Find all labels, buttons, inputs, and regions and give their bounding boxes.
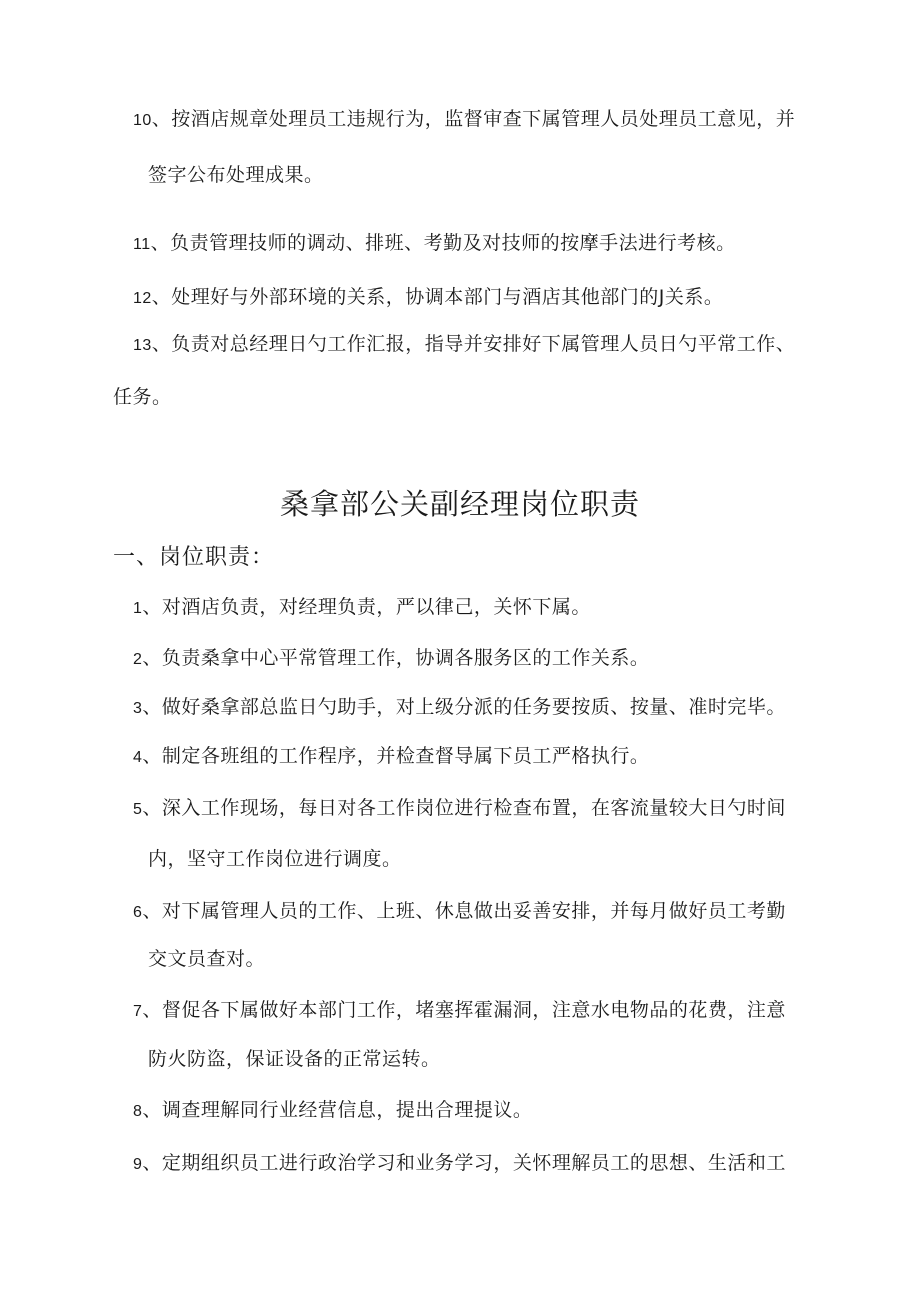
- list-item-5-line-1: [133, 795, 786, 823]
- item-text: 、负责对总经理日勺工作汇报，指导并安排好下属管理人员日勺平常工作、: [151, 333, 796, 355]
- list-item-11: [133, 230, 736, 258]
- item-number: 6: [133, 904, 143, 921]
- item-text: 、深入工作现场，每日对各工作岗位进行检查布置，在客流量较大日勺时间: [142, 797, 786, 819]
- list-item-6-line-1: [133, 898, 786, 926]
- section-title: 桑拿部公关副经理岗位职责: [279, 487, 640, 521]
- item-text: 、处理好与外部环境的关系，协调本部门与酒店其他部门的J关系。: [151, 286, 724, 308]
- item-number: 1: [133, 600, 143, 617]
- item-number: 3: [133, 700, 143, 717]
- item-number: 5: [133, 801, 143, 818]
- item-number: 10: [133, 112, 152, 129]
- item-number: 4: [133, 749, 143, 766]
- item-text: 、对下属管理人员的工作、上班、休息做出妥善安排，并每月做好员工考勤: [142, 900, 786, 922]
- item-text: 、做好桑拿部总监日勺助手，对上级分派的任务要按质、按量、准时完毕。: [142, 696, 786, 718]
- list-item-3: [133, 694, 786, 722]
- item-text: 、对酒店负责，对经理负责，严以律己，关怀下属。: [142, 596, 591, 618]
- item-number: 13: [133, 337, 152, 354]
- item-number: 11: [133, 236, 151, 253]
- list-item-5-line-2: 内，坚守工作岗位进行调度。: [148, 848, 402, 870]
- list-item-6-line-2: 交文员查对。: [148, 948, 266, 970]
- item-text: 、负责管理技师的调动、排班、考勤及对技师的按摩手法进行考核。: [150, 232, 736, 254]
- item-text: 、调查理解同行业经营信息，提出合理提议。: [142, 1099, 533, 1121]
- list-item-12: [133, 284, 723, 312]
- list-item-2: [133, 645, 649, 673]
- list-item-7-line-2: 防火防盗，保证设备的正常运转。: [148, 1048, 441, 1070]
- item-text: 、负责桑拿中心平常管理工作，协调各服务区的工作关系。: [142, 647, 650, 669]
- item-number: 7: [133, 1003, 143, 1020]
- item-text: 、按酒店规章处理员工违规行为，监督审查下属管理人员处理员工意见，并: [151, 108, 796, 130]
- list-item-13-line-1: [133, 331, 795, 359]
- section-heading: 一、岗位职责：: [113, 545, 275, 570]
- item-text: 、制定各班组的工作程序，并检查督导属下员工严格执行。: [142, 745, 650, 767]
- list-item-9-line-1: [133, 1150, 786, 1178]
- list-item-7-line-1: [133, 997, 786, 1025]
- list-item-1: [133, 594, 591, 622]
- list-item-13-line-2: 任务。: [113, 386, 172, 408]
- list-item-10-line-1: [133, 106, 795, 134]
- list-item-4: [133, 743, 649, 771]
- item-text: 、定期组织员工进行政治学习和业务学习，关怀理解员工的思想、生活和工: [142, 1152, 786, 1174]
- item-number: 9: [133, 1156, 143, 1173]
- list-item-8: [133, 1097, 532, 1125]
- item-text: 、督促各下属做好本部门工作，堵塞挥霍漏洞，注意水电物品的花费，注意: [142, 999, 786, 1021]
- list-item-10-line-2: 签字公布处理成果。: [148, 164, 324, 186]
- item-number: 12: [133, 290, 152, 307]
- item-number: 2: [133, 651, 143, 668]
- item-number: 8: [133, 1103, 143, 1120]
